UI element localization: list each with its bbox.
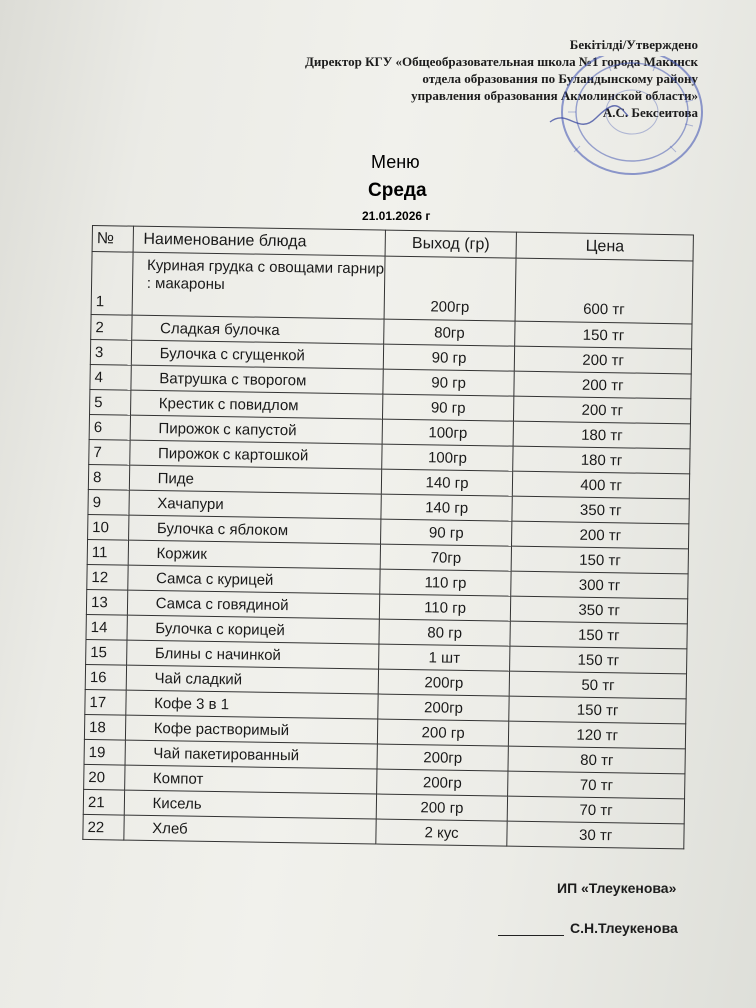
dish-name: Сладкая булочка [131,315,383,344]
dish-name: Блины с начинкой [126,640,378,669]
dish-name: Самса с курицей [127,565,379,594]
dish-name: Булочка с корицей [127,615,379,644]
dish-name: Куриная грудка с овощами гарнир : макароны [132,252,385,319]
menu-title: Меню [371,152,420,172]
row-number: 16 [85,664,126,690]
row-number: 20 [84,764,125,790]
dish-name: Коржик [128,540,380,569]
dish-name: Чай пакетированный [125,740,377,769]
row-number: 9 [88,489,129,515]
dish-price: 150 тг [510,646,687,674]
dish-name: Кофе растворимый [125,715,377,744]
dish-weight: 90 гр [383,344,515,371]
official-stamp-icon [548,56,704,180]
approval-line: Бекітілді/Утверждено [569,37,698,52]
dish-name: Ватрушка с творогом [131,365,383,394]
dish-name: Булочка с сгущенкой [131,340,383,369]
dish-name: Булочка с яблоком [128,515,380,544]
row-number: 13 [86,589,127,615]
signatory-name: С.Н.Тлеукенова [570,920,678,936]
dish-price: 150 тг [511,546,688,574]
dish-price: 200 тг [515,346,692,374]
row-number: 2 [91,314,132,340]
dish-weight: 80гр [383,319,515,346]
approval-line: Директор КГУ «Общеобразовательная школа №1 города Макинск [304,54,698,69]
dish-price: 600 тг [515,258,693,324]
column-header-price: Цена [516,232,693,261]
dish-name: Крестик с повидлом [130,390,382,419]
dish-name: Кофе 3 в 1 [125,690,377,719]
column-header-dish: Наименование блюда [133,226,386,256]
dish-weight: 200гр [376,769,508,796]
row-number: 10 [88,514,129,540]
dish-weight: 110 гр [379,594,511,621]
row-number: 12 [87,564,128,590]
approval-line: управления образования Акмолинской области» [411,88,698,103]
dish-weight: 90 гр [383,369,515,396]
row-number: 11 [87,539,128,565]
column-header-weight: Выход (гр) [385,230,517,258]
menu-date: 21.01.2026 г [362,209,431,223]
dish-price: 180 тг [513,421,690,449]
dish-price: 180 тг [513,446,690,474]
signature-line [498,920,678,936]
dish-name: Кисель [124,790,376,819]
row-number: 5 [90,389,131,415]
dish-weight: 140 гр [381,494,513,521]
dish-price: 200 тг [514,371,691,399]
approval-line: отдела образования по Буландынскому району [422,71,698,86]
approval-director-name: А.С. Бексеитова [602,105,698,120]
dish-price: 80 тг [508,746,685,774]
column-header-number: № [92,226,133,253]
dish-price: 200 тг [512,521,689,549]
row-number: 14 [86,614,127,640]
menu-table [82,225,694,849]
dish-price: 150 тг [515,321,692,349]
dish-price: 30 тг [507,821,684,849]
dish-price: 400 тг [513,471,690,499]
dish-name: Самса с говядиной [127,590,379,619]
day-title: Среда [368,180,427,201]
dish-weight: 1 шт [378,644,510,671]
dish-price: 70 тг [508,796,685,824]
row-number: 3 [90,339,131,365]
dish-weight: 100гр [382,419,514,446]
dish-name: Пирожок с капустой [130,415,382,444]
dish-name: Хачапури [129,490,381,519]
dish-price: 50 тг [510,671,687,699]
dish-name: Чай сладкий [126,665,378,694]
row-number: 8 [88,464,129,490]
dish-price: 200 тг [514,396,691,424]
dish-weight: 100гр [381,444,513,471]
dish-weight: 200гр [378,669,510,696]
dish-name: Пиде [129,465,381,494]
dish-name: Хлеб [124,815,376,844]
row-number: 15 [86,639,127,665]
dish-price: 150 тг [509,696,686,724]
dish-weight: 200гр [384,256,517,321]
dish-weight: 140 гр [381,469,513,496]
table-row [91,252,693,324]
row-number: 17 [85,689,126,715]
dish-price: 350 тг [511,596,688,624]
dish-weight: 90 гр [382,394,514,421]
row-number: 7 [89,439,130,465]
dish-name: Компот [124,765,376,794]
row-number: 19 [84,739,125,765]
company-name: ИП «Тлеукенова» [557,880,677,896]
dish-weight: 2 кус [376,819,508,846]
dish-price: 350 тг [512,496,689,524]
dish-price: 150 тг [510,621,687,649]
dish-weight: 110 гр [380,569,512,596]
signature-underline [498,935,564,936]
row-number: 6 [89,414,130,440]
dish-price: 300 тг [511,571,688,599]
dish-weight: 80 гр [379,619,511,646]
dish-weight: 90 гр [380,519,512,546]
row-number: 1 [91,252,133,316]
dish-price: 120 тг [509,721,686,749]
dish-weight: 200гр [378,694,510,721]
row-number: 18 [84,714,125,740]
dish-price: 70 тг [508,771,685,799]
dish-weight: 200 гр [377,719,509,746]
dish-weight: 70гр [380,544,512,571]
dish-name: Пирожок с картошкой [129,440,381,469]
dish-weight: 200гр [377,744,509,771]
row-number: 22 [83,814,124,840]
row-number: 4 [90,364,131,390]
dish-weight: 200 гр [376,794,508,821]
row-number: 21 [83,789,124,815]
